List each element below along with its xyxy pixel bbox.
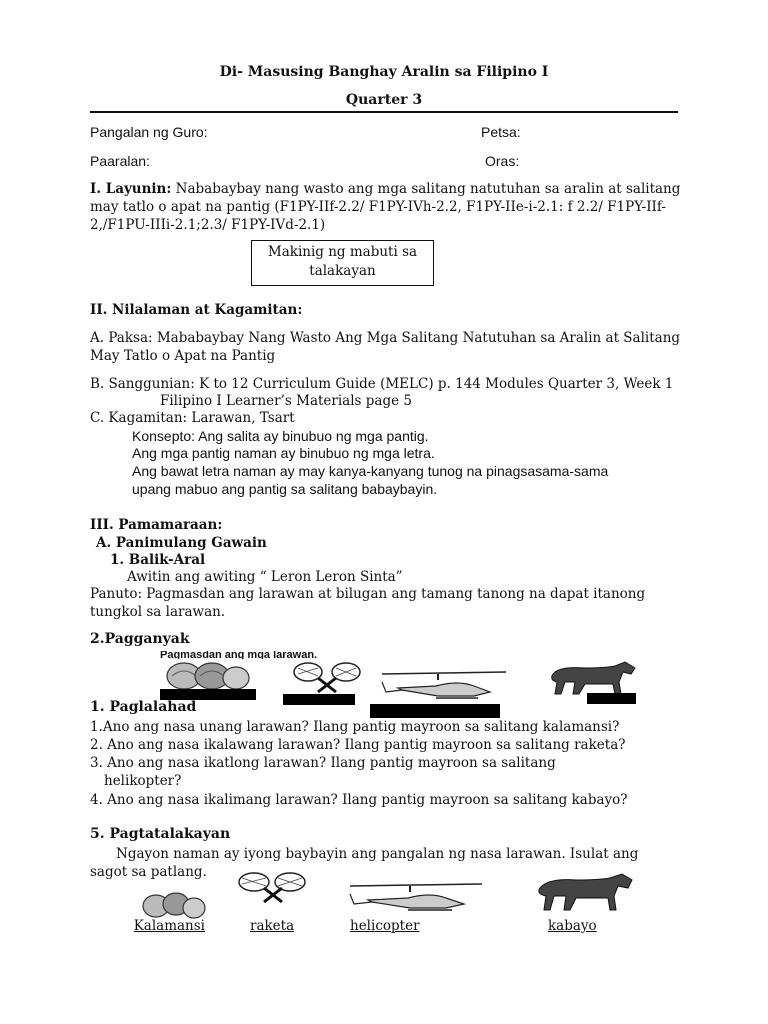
konsepto-line-4: upang mabuo ang pantig sa salitang babaybayin. — [132, 481, 438, 497]
kalamansi-icon — [140, 888, 208, 922]
quarter-label: Quarter 3 — [345, 92, 423, 108]
konsepto-line-2: Ang mga pantig naman ay binubuo ng mga letra. — [132, 445, 435, 461]
objective-box-line-1: Makinig ng mabuti sa — [267, 244, 418, 260]
konsepto-line-1: Konsepto: Ang salita ay binubuo ng mga pantig. — [132, 428, 429, 444]
redacted-label-2 — [283, 694, 355, 705]
redacted-label-3 — [370, 704, 500, 718]
kabayo-icon — [545, 660, 641, 696]
label-kalamansi: Kalamansi — [133, 918, 205, 934]
layunin-heading: I. Layunin: — [90, 181, 172, 197]
layunin-text-2: may tatlo o apat na pantig (F1PY-IIf-2.2/ F1PY-IVh-2.2, F1PY-IIe-i-2.1: f 2.2/ F1PY-IIf- — [90, 199, 666, 215]
document-title: Di- Masusing Banghay Aralin sa Filipino I — [219, 64, 549, 80]
helicopter-icon — [378, 668, 510, 704]
paksa-line-1: A. Paksa: Mababaybay Nang Wasto Ang Mga Salitang Natutuhan sa Aralin at Salitang — [90, 330, 681, 346]
time-label: Oras: — [485, 153, 520, 169]
label-kabayo: kabayo — [548, 918, 597, 934]
pagganyak-caption: Pagmasdan ang mga larawan. — [160, 651, 318, 659]
kabayo-icon — [532, 872, 640, 912]
layunin-line-1 — [90, 181, 680, 197]
date-label: Petsa: — [481, 124, 521, 140]
pagtatalakayan-text-1: Ngayon naman ay iyong baybayin ang pangalan ng nasa larawan. Isulat ang — [116, 846, 639, 862]
teacher-label: Pangalan ng Guro: — [90, 124, 208, 140]
awitin-line: Awitin ang awiting “ Leron Leron Sinta” — [127, 569, 403, 585]
pagtatalakayan-text-2: sagot sa patlang. — [90, 864, 207, 880]
pagtatalakayan-heading: 5. Pagtatalakayan — [90, 826, 231, 842]
panuto-line-2: tungkol sa larawan. — [90, 604, 226, 620]
question-3-line-2: helikopter? — [104, 773, 182, 789]
question-2: 2. Ano ang nasa ikalawang larawan? Ilang pantig mayroon sa salitang raketa? — [90, 737, 626, 753]
panimulang-gawain-heading: A. Panimulang Gawain — [96, 535, 267, 551]
question-1: 1.Ano ang nasa unang larawan? Ilang pantig mayroon sa salitang kalamansi? — [90, 719, 620, 735]
panuto-line-1: Panuto: Pagmasdan ang larawan at bilugan ang tamang tanong na dapat itanong — [90, 586, 646, 602]
konsepto-line-3: Ang bawat letra naman ay may kanya-kanyang tunog na pinagsasama-sama — [132, 463, 609, 479]
label-raketa: raketa — [250, 918, 295, 934]
pamamaraan-heading: III. Pamamaraan: — [90, 517, 223, 533]
sanggunian-line-1: B. Sanggunian: K to 12 Curriculum Guide (MELC) p. 144 Modules Quarter 3, Week 1 — [90, 376, 674, 392]
raketa-icon — [292, 660, 362, 694]
sanggunian-line-2: Filipino I Learner’s Materials page 5 — [160, 393, 412, 409]
school-label: Paaralan: — [90, 153, 150, 169]
helicopter-icon — [346, 880, 486, 916]
nilalaman-heading: II. Nilalaman at Kagamitan: — [90, 302, 303, 318]
question-4: 4. Ano ang nasa ikalimang larawan? Ilang pantig mayroon sa salitang kabayo? — [90, 792, 628, 808]
layunin-text-3: 2,/F1PU-IIIi-2.1;2.3/ F1PY-IVd-2.1) — [90, 217, 326, 233]
layunin-text-1: Nababaybay nang wasto ang mga salitang natutuhan sa aralin at salitang — [171, 181, 681, 197]
question-3-line-1: 3. Ano ang nasa ikatlong larawan? Ilang pantig mayroon sa salitang — [90, 755, 556, 771]
balik-aral-heading: 1. Balik-Aral — [110, 552, 206, 568]
kagamitan-line: C. Kagamitan: Larawan, Tsart — [90, 410, 295, 426]
paglalahad-heading: 1. Paglalahad — [90, 699, 197, 715]
pagganyak-heading: 2.Pagganyak — [90, 631, 190, 647]
label-helicopter: helicopter — [350, 918, 420, 934]
paksa-line-2: May Tatlo o Apat na Pantig — [90, 348, 276, 364]
header-divider — [90, 111, 678, 113]
objective-box-line-2: talakayan — [309, 263, 376, 279]
redacted-label-4 — [587, 693, 636, 704]
raketa-icon — [236, 870, 308, 904]
objective-box — [251, 240, 434, 286]
